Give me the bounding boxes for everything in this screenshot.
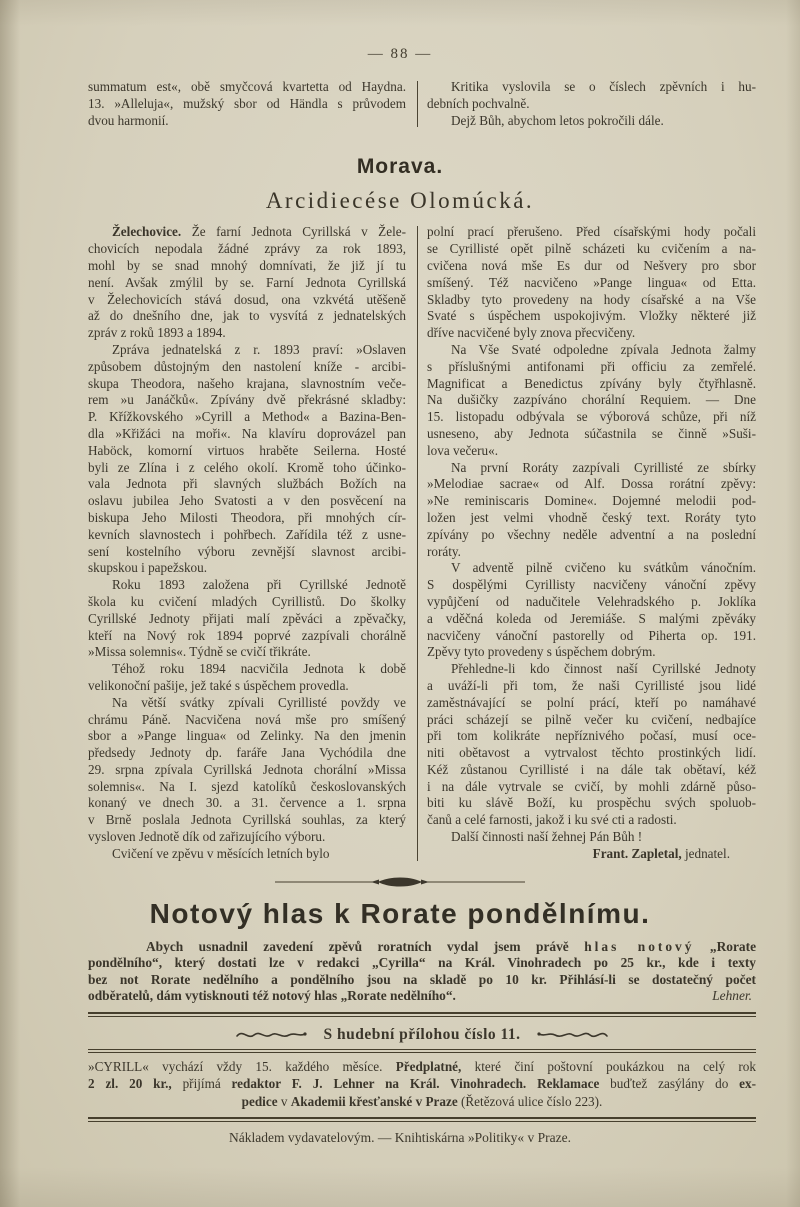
- text-line: konaný ve dnech 30. a 31. července a 1. srpna: [88, 795, 406, 811]
- paragraph: [88, 939, 756, 1005]
- paragraph: [427, 560, 756, 661]
- text-line: při tom kolikráte nepříznivého počasí, musí oce-: [427, 728, 756, 744]
- paragraph: [88, 224, 406, 342]
- paragraph: [88, 1058, 756, 1093]
- text-line: Další činnosti naší žehnej Pán Bůh !: [451, 829, 643, 845]
- text-line: vypůjčení od nadučitele Velehradského p. Joklíka: [427, 593, 756, 609]
- flourish-left-icon: [235, 1028, 307, 1042]
- text-line: a uváží-li při tom, že naši Cyrillisté jsou lidé: [427, 677, 756, 693]
- text-line: solemnis«. Na I. sjezd katolíků českoslovanských: [88, 778, 406, 794]
- text-line: Na Vše Svaté odpoledne zpívala Jednota žalmy: [451, 341, 756, 357]
- text-line: sbor a »Pange lingua« od Zelinky. Na den jmenin: [88, 728, 406, 744]
- text-segment: „Rorate: [694, 938, 757, 954]
- subscription-info: [88, 1058, 756, 1110]
- text-line: polní prací přerušeno. Před císařskými hody počali: [427, 224, 756, 240]
- text-line: dvou harmonií.: [88, 112, 169, 128]
- text-line: zaměstnávající se polní prácí, kteří po namáhavé: [427, 694, 756, 710]
- text-segment: Akademii křesťanské v Praze: [290, 1093, 458, 1109]
- text-line: Zpěvy tyto provedeny s úspěchem dobrým.: [427, 644, 656, 660]
- text-line: 29. srpna zpívala Cyrillská Jednota chorální »Missa: [88, 761, 406, 777]
- text-line: cvičena nová mše Es dur od Nešvery pro sbor: [427, 257, 756, 273]
- article-section: [88, 224, 756, 862]
- text-line: čanů a celé farnosti, jakož i ku své cti a radosti.: [427, 812, 677, 828]
- paragraph: [427, 79, 756, 113]
- text-line: Na dušičky zazpíváno chorální Requiem. — Dne: [427, 392, 756, 408]
- text-segment: Želechovice.: [112, 224, 182, 240]
- paragraph: [427, 342, 756, 460]
- text-line: »Melodiae sacrae« od Alf. Dossa rorátní zpěvy:: [427, 476, 756, 492]
- paragraph: [88, 577, 406, 661]
- text-line: zpívány po všechny neděle adventní a na poslední: [427, 526, 756, 542]
- text-line: s příslušnými antifonami při officiu za zemřelé.: [427, 358, 756, 374]
- text-line: škola ku cvičení mladých Cyrillistů. Do školky: [88, 593, 406, 609]
- paragraph: [427, 113, 756, 130]
- text-segment: Předplatné,: [395, 1059, 462, 1075]
- text-line: Přehledne-li kdo činnost naší Cyrillské Jednoty: [451, 661, 756, 677]
- text-line: dla »Křižáci na moři«. Na klavíru doprovázel pan: [88, 425, 406, 441]
- paragraph: [88, 342, 406, 577]
- text-line: Na první Roráty zazpívali Cyrillisté ze sbírky: [451, 459, 756, 475]
- text-line: se Cyrillisté opět pilně scházeti ku cvičením a na-: [427, 241, 756, 257]
- paragraph: [427, 661, 756, 829]
- text-line: rem »u Janáčků«. Zpívány dvě překrásné skladby:: [88, 392, 406, 408]
- text-segment: Abych usnadnil zavedení zpěvů roratních vydal jsem právě: [146, 938, 585, 954]
- text-line: [88, 1093, 756, 1110]
- text-line: [88, 988, 756, 1005]
- text-line: »Ne reminiscaris Domine«. Dojemné melodii pod-: [427, 493, 756, 509]
- paragraph: [88, 695, 406, 846]
- horizontal-rule: [88, 1117, 756, 1122]
- text-segment: hlas notový: [584, 938, 695, 954]
- text-segment: ex-: [739, 1076, 756, 1092]
- text-segment: v: [277, 1093, 291, 1109]
- text-line: P. Křížkovského »Cyrill a Method« a Bazina-Ben-: [88, 409, 406, 425]
- text-line: chovicích nepodala žádné zprávy za rok 1893,: [88, 241, 406, 257]
- text-line: lova večeru«.: [427, 442, 499, 458]
- paragraph: [88, 661, 406, 695]
- top-left-column: [88, 79, 406, 129]
- text-line: pondělního“, který dostati lze v redakci „Cyrilla“ na Král. Vinohradech po 25 kr., kde i texty: [88, 955, 756, 971]
- text-line: až do dnešního dne, jak to vysvítá z jednatelských: [88, 308, 406, 324]
- section-subtitle: Arcidiecése Olomúcká.: [265, 188, 535, 214]
- text-line: debních pochvalně.: [427, 95, 530, 111]
- text-line: Cvičení ve zpěvu v měsících letních bylo: [112, 845, 330, 861]
- text-line: skupskou i papežskou.: [88, 560, 208, 576]
- text-line: vysloven Jednotě dík od zařizujícího výboru.: [88, 829, 326, 845]
- column-divider-rule: [417, 226, 418, 860]
- article-left-column: [88, 224, 406, 862]
- text-line: oslavu jubilea Jeho Svatosti a v den posvěcení na: [88, 493, 406, 509]
- text-line: i na dále vytrvale se cvičí, by mohli zdárně půso-: [427, 778, 756, 794]
- text-line: [427, 846, 756, 863]
- text-line: biti ku slávě Boží, ku prospěchu svých spoluob-: [427, 795, 756, 811]
- text-line: Kritika vyslovila se o číslech zpěvních i hu-: [451, 79, 756, 94]
- article-right-column: [427, 224, 756, 862]
- paragraph: [88, 846, 406, 863]
- paragraph: [88, 79, 406, 129]
- page-number: — 88 —: [367, 46, 433, 62]
- text-line: Haböck, komorní virtuos hraběte Seilerna. Hosté: [88, 442, 406, 458]
- text-segment: odběratelů, dám vytisknouti též notový hlas „Rorate nedělního“.: [88, 988, 456, 1004]
- text-segment: pedice: [241, 1093, 278, 1109]
- attachment-line: [88, 1026, 756, 1044]
- text-line: kteří na Nový rok 1894 poprvé zazpívali chorálně: [88, 627, 406, 643]
- text-line: velikonoční pašije, jež také s úspěchem provedla.: [88, 677, 349, 693]
- text-segment: buďtež zasýlány do: [599, 1076, 740, 1092]
- column-divider-rule: [417, 81, 418, 127]
- text-line: Roku 1893 založena při Cyrillské Jednotě: [112, 577, 406, 593]
- text-line: Dejž Bůh, abychom letos pokročili dále.: [451, 112, 664, 128]
- diamond-divider-icon: [270, 876, 530, 888]
- horizontal-rule: [88, 1012, 756, 1017]
- paragraph: [427, 829, 756, 846]
- text-line: mohl by se snad mnohý domnívati, že již jí tu: [88, 257, 406, 273]
- text-line: zpráv z roků 1893 a 1894.: [88, 325, 226, 341]
- text-segment: redaktor F. J. Lehner na Král. Vinohradech. Reklamace: [231, 1076, 600, 1092]
- imprint-footer: Nákladem vydavatelovým. — Knihtiskárna »Politiky« v Praze.: [229, 1130, 571, 1146]
- text-line: dříve nacvičené byly znova přecvičeny.: [427, 325, 636, 341]
- text-line: byli ze Zlína i z celého okolí. Kromě toho účinko-: [88, 459, 406, 475]
- text-line: předsedy Jednoty dp. faráře Jana Vychódila dne: [88, 745, 406, 761]
- top-continuation-section: [88, 79, 756, 129]
- text-line: S dospělými Cyrillisty nacvičeny vánoční zpěvy: [427, 577, 756, 593]
- text-line: Kéž zůstanou Cyrillisté i na dále tak obětaví, kéž: [427, 761, 756, 777]
- text-line: v Želechovicích stává dosud, ona vzkvétá utěšeně: [88, 291, 406, 307]
- text-line: Skladby tyto provedeny na hody císařské a na Vše: [427, 291, 756, 307]
- text-line: bez not Rorate nedělního a pondělního jsou na skladě po 10 kr. Přihlásí-li se dostatečný počet: [88, 971, 756, 987]
- text-line: není. Avšak zmýlil by se. Farní Jednota Cyrillská: [88, 274, 406, 290]
- text-segment: Lehner.: [712, 988, 752, 1004]
- text-line: nacvičeny vánoční pastorelly od Piherta op. 191.: [427, 627, 756, 643]
- text-line: roráty.: [427, 543, 461, 559]
- text-line: a vděčná koleda od Jeremiáše. S malými zpěváky: [427, 610, 756, 626]
- text-line: vala Jednota při slavných službách Božích na: [88, 476, 406, 492]
- text-line: usneseno, aby Jednota súčastnila se činně »Suši-: [427, 425, 756, 441]
- text-line: 15. listopadu odbývala se výborová schůze, při níž: [427, 409, 756, 425]
- text-line: způsobem důstojným den nastolení kníže - arcibi-: [88, 358, 406, 374]
- text-line: [88, 1075, 756, 1092]
- text-line: V adventě pilně cvičeno ku svátkům vánočním.: [451, 560, 756, 576]
- text-line: Magnificat a Benedictus zpívány byly čtyřhlasně.: [427, 375, 756, 391]
- text-line: [88, 224, 406, 241]
- section-title: Morava.: [356, 155, 444, 179]
- top-right-column: [427, 79, 756, 129]
- text-line: Svaté s úspěchem uspokojivým. Vložky některé již: [427, 308, 756, 324]
- text-segment: »CYRILL« vychází vždy 15. každého měsíce.: [88, 1059, 396, 1075]
- flourish-right-icon: [537, 1028, 609, 1042]
- text-line: biskupa Jeho Milosti Theodora, při mnohých cír-: [88, 509, 406, 525]
- text-line: [88, 939, 756, 956]
- text-line: kevních slavnostech i pohřbech. Zařídila též z usne-: [88, 526, 406, 542]
- horizontal-rule: [88, 1049, 756, 1053]
- text-line: skupa Theodora, našeho krajana, slavnostním veče-: [88, 375, 406, 391]
- text-segment: Frant. Zapletal,: [592, 845, 682, 861]
- text-line: Na větší svátky zpívali Cyrillisté povždy ve: [112, 694, 406, 710]
- text-line: [88, 1058, 756, 1075]
- text-line: niti obětavost a vytrvalost těchto prostinkých lidí.: [427, 745, 756, 761]
- text-line: Zpráva jednatelská z r. 1893 praví: »Oslaven: [112, 341, 406, 357]
- notice-title: Notový hlas k Rorate pondělnímu.: [149, 897, 651, 929]
- text-line: 13. »Alleluja«, mužský sbor od Händla s průvodem: [88, 95, 406, 111]
- text-line: sení kostelního výboru zevnější slavnost arcibi-: [88, 543, 406, 559]
- notice-body: [88, 939, 756, 1005]
- paragraph: [88, 1093, 756, 1110]
- text-segment: přijímá: [171, 1076, 232, 1092]
- text-line: ložen jest velmi vhodně český text. Roráty tyto: [427, 509, 756, 525]
- text-line: smíšený. Též nacvičeno »Pange lingua« od Etta.: [427, 274, 756, 290]
- text-line: »Missa solemnis«. Týdně se cvičí třikráte.: [88, 644, 311, 660]
- paragraph: [427, 460, 756, 561]
- text-line: Téhož roku 1894 nacvičila Jednota k době: [112, 661, 406, 677]
- text-segment: které činí poštovní poukázkou na celý rok: [461, 1059, 756, 1075]
- paragraph: [427, 846, 756, 863]
- text-line: Cyrillské Jednoty přijati malí zpěváci a zpěvačky,: [88, 610, 406, 626]
- text-line: práci scházejí se pilně večer ku cvičení, nedbajíce: [427, 711, 756, 727]
- text-segment: jednatel.: [681, 845, 730, 861]
- text-line: chrámu Páně. Nacvičena nová mše pro smíšený: [88, 711, 406, 727]
- text-segment: (Řetězová ulice číslo 223).: [457, 1093, 603, 1109]
- text-line: v Brně poslala Jednota Cyrillská souhlas, za který: [88, 812, 406, 828]
- text-segment: Že farní Jednota Cyrillská v Žele-: [181, 224, 406, 240]
- text-line: summatum est«, obě smyčcová kvartetta od Haydna.: [88, 79, 406, 94]
- paragraph: [427, 224, 756, 342]
- text-segment: 2 zl. 20 kr.,: [88, 1076, 172, 1092]
- attachment-text: S hudební přílohou číslo 11.: [323, 1026, 521, 1044]
